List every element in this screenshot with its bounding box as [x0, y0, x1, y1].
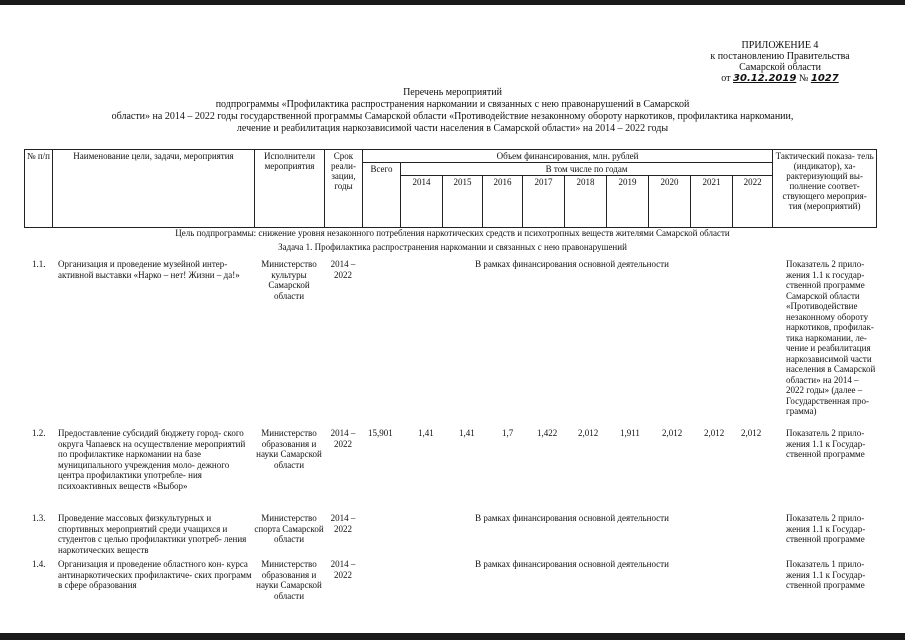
row-1-2-value: 1,41: [459, 428, 475, 438]
date-value: 30.12.2019: [733, 73, 797, 84]
row-1-1-name: Организация и проведение музейной интер- активной выставки «Нарко – нет! Жизни – да!»: [58, 259, 240, 280]
row-1-1-term: 2014 – 2022: [330, 259, 356, 280]
row-1-3-funding: В рамках финансирования основной деятельности: [475, 513, 669, 523]
doc-title-line3: области» на 2014 – 2022 годы государственной программы Самарской области «Противодействие незаконному обороту наркотиков, профилактика наркомании,: [111, 111, 794, 122]
header-year: 2022: [733, 176, 773, 228]
row-1-2-term: 2014 – 2022: [330, 428, 356, 449]
appendix-title: ПРИЛОЖЕНИЕ 4: [741, 40, 819, 51]
header-funding: Объем финансирования, млн. рублей: [363, 150, 773, 163]
row-1-1-indicator: Показатель 2 прило- жения 1.1 к государ- ственной программе Самарской области «Противодействие незаконному обороту наркотиков, профилак- тика наркомании, ле- чение и реабилитация наркозависимой части населения в Самарской области» на 2014 – 2022 годы» (далее – Государственная про- грамма): [786, 259, 876, 416]
row-1-4-num: 1.4.: [32, 559, 46, 569]
row-1-3-term: 2014 – 2022: [330, 513, 356, 534]
doc-title-line1: Перечень мероприятий: [403, 87, 502, 98]
row-1-3-num: 1.3.: [32, 513, 46, 523]
row-1-2-executor: Министерство образования и науки Самарской области: [256, 428, 322, 470]
header-indicator: Тактический показа- тель (индикатор), ха- рактеризующий вы- полнение соответ- ствующего мероприя- тия (мероприятий): [773, 150, 877, 228]
header-year: 2020: [649, 176, 691, 228]
header-num: № п/п: [25, 150, 53, 228]
row-1-3-indicator: Показатель 2 прило- жения 1.1 к Государ- ственной программе: [786, 513, 866, 544]
row-1-2-value: 1,7: [502, 428, 514, 438]
num-prefix: №: [798, 73, 809, 84]
scan-top-edge: [0, 0, 905, 5]
goal-text: Цель подпрограммы: снижение уровня незаконного потребления наркотических средств и психотропных веществ жителями Самарской области: [175, 228, 730, 238]
num-value: 1027: [810, 73, 839, 84]
header-year: 2014: [401, 176, 443, 228]
row-1-4-indicator: Показатель 1 прило- жения 1.1 к Государ- ственной программе: [786, 559, 866, 590]
row-1-2-value: 1,422: [537, 428, 558, 438]
row-1-1-num: 1.1.: [32, 259, 46, 269]
doc-title-line4: лечение и реабилитация наркозависимой части населения в Самарской области» на 2014 – 2022 годы: [236, 123, 669, 134]
row-1-4-funding: В рамках финансирования основной деятельности: [475, 559, 669, 569]
header-table: [24, 149, 877, 228]
header-year: 2017: [523, 176, 565, 228]
row-1-2-num: 1.2.: [32, 428, 46, 438]
row-1-4-name: Организация и проведение областного кон- курса антинаркотических профилактиче- ских программ в сфере образования: [58, 559, 252, 590]
row-1-2-total: 15,901: [368, 428, 393, 438]
appendix-block: [690, 40, 870, 84]
scan-bottom-edge: [0, 633, 905, 640]
row-1-2-value: 2,012: [704, 428, 725, 438]
row-1-2-value: 2,012: [578, 428, 599, 438]
appendix-line1: к постановлению Правительства: [710, 51, 850, 62]
appendix-line2: Самарской области: [739, 62, 821, 73]
row-1-2-indicator: Показатель 2 прило- жения 1.1 к Государ- ственной программе: [786, 428, 866, 459]
row-1-2-name: Предоставление субсидий бюджету город- ского округа Чапаевск на осуществление мероприятий по профилактике наркомании на базе муниципального учреждения моло- дежного центра профилактики употребле- ния психоактивных веществ «Выбор»: [58, 428, 246, 491]
row-1-3-name: Проведение массовых физкультурных и спортивных мероприятий среди учащихся и студентов с целью профилактики употреб- ления наркотических веществ: [58, 513, 247, 555]
header-year: 2015: [443, 176, 483, 228]
row-1-4-term: 2014 – 2022: [330, 559, 356, 580]
header-by-years: В том числе по годам: [401, 163, 773, 176]
row-1-2-value: 2,012: [741, 428, 762, 438]
date-prefix: от: [721, 73, 731, 84]
row-1-2-value: 1,41: [418, 428, 434, 438]
header-total: Всего: [363, 163, 401, 228]
row-1-4-executor: Министерство образования и науки Самарской области: [256, 559, 322, 601]
header-year: 2018: [565, 176, 607, 228]
header-term: Срок реали- зации, годы: [325, 150, 363, 228]
row-1-1-executor: Министерство культуры Самарской области: [261, 259, 317, 301]
row-1-3-executor: Министерство спорта Самарской области: [254, 513, 324, 544]
header-name: Наименование цели, задачи, мероприятия: [53, 150, 255, 228]
doc-title-line2: подпрограммы «Профилактика распространения наркомании и связанных с нею правонарушений в Самарской: [215, 99, 690, 110]
header-year: 2019: [607, 176, 649, 228]
row-1-2-value: 2,012: [662, 428, 683, 438]
appendix-date-line: [690, 73, 870, 84]
row-1-2-value: 1,911: [620, 428, 640, 438]
task-text: Задача 1. Профилактика распространения наркомании и связанных с нею правонарушений: [278, 242, 627, 252]
header-year: 2016: [483, 176, 523, 228]
header-executors: Исполнители мероприятия: [255, 150, 325, 228]
row-1-1-funding: В рамках финансирования основной деятельности: [475, 259, 669, 269]
header-year: 2021: [691, 176, 733, 228]
